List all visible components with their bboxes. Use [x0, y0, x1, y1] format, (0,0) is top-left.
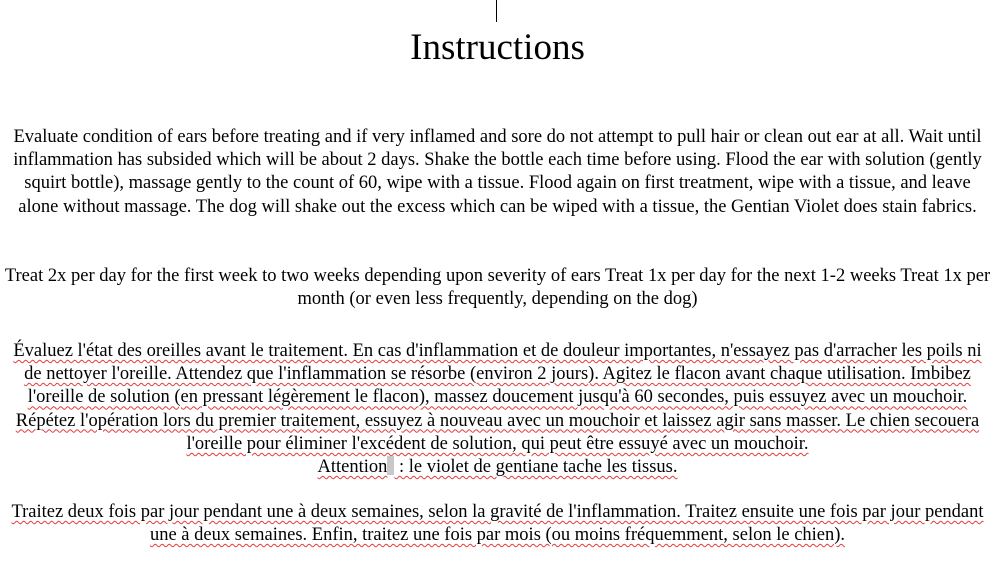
paragraph-french-schedule — [4, 501, 991, 547]
attention-word: Attention — [317, 457, 388, 478]
text-cursor — [496, 0, 497, 22]
paragraph-english-instructions: Evaluate condition of ears before treating and if very inflamed and sore do not attempt to pull hair or clean out ear at all. Wait until inflammation has subsided which will be about 2 days. Shake the bottle each time before using. Flood the ear with solution (gently squirt bottle), massage gently to the count of 60, wipe with a tissue. Flood again on first treatment, wipe with a tissue, and leave alone without massage. The dog will shake out the excess which can be wiped with a tissue, the Gentian Violet does stain fabrics. — [13, 127, 982, 217]
french-instructions-text: Évaluez l'état des oreilles avant le traitement. En cas d'inflammation et de douleur importantes, n'essayez pas d'arracher les poils ni de nettoyer l'oreille. Attendez que l'inflammation se résorbe (environ 2 jours). Agitez le flacon avant chaque utilisation. Imbibez l'oreille de solution (en pressant légèrement le flacon), massez doucement jusqu'à 60 secondes, puis essuyez avec un mouchoir. Répétez l'opération lors du premier traitement, essuyez à nouveau avec un mouchoir et laissez agir sans masser. Le chien secouera l'oreille pour éliminer l'excédent de solution, qui peut être essuyé avec un mouchoir. — [13, 341, 982, 454]
attention-text: : le violet de gentiane tache les tissus. — [394, 457, 678, 478]
paragraph-english-schedule: Treat 2x per day for the first week to two weeks depending upon severity of ears Treat 1x per day for the next 1-2 weeks Treat 1x per month (or even less frequently, depending on the dog) — [4, 266, 991, 310]
french-schedule-text: Traitez deux fois par jour pendant une à deux semaines, selon la gravité de l'inflammation. Traitez ensuite une fois par jour pendant une à deux semaines. Enfin, traitez une fois par mois (ou moins fréquemment, selon le chien). — [11, 502, 984, 546]
paragraph-french-instructions — [4, 340, 991, 479]
document-title: Instructions — [410, 27, 585, 68]
